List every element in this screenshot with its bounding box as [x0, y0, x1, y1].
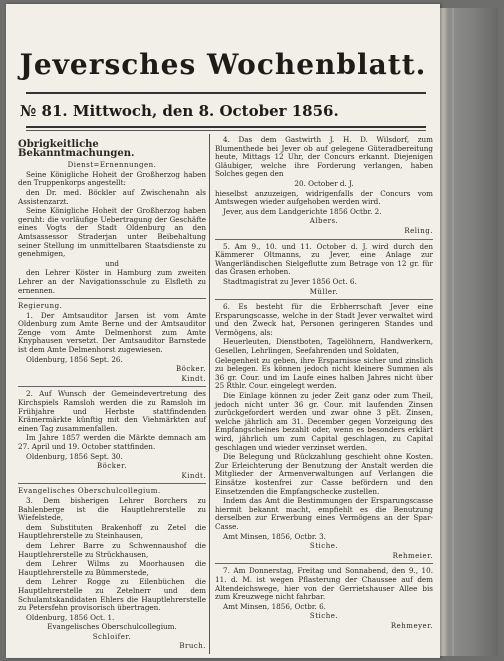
column-divider	[209, 134, 210, 654]
issue-line: № 81. Mittwoch, den 8. October 1856.	[20, 102, 339, 120]
paragraph: 4. Das dem Gastwirth J. H. D. Wilsdorf, zum Blumenthede bei Jever ob auf gelegene Güteradbereitung heute, Mittags 12 Uhr, der Concurs erkannt. Diejenigen Gläubiger, welche ihre Forderung verlangen, haben Solches gegen den	[215, 135, 433, 179]
signature: Albers.	[309, 217, 339, 226]
masthead-title: Jeversches Wochenblatt.	[19, 48, 427, 81]
paragraph: und	[105, 258, 119, 268]
signature: Reling.	[404, 226, 433, 235]
left-column	[18, 136, 206, 652]
newspaper-page	[6, 4, 440, 658]
date-line: 20. October d. J.	[294, 178, 354, 188]
separator	[215, 299, 433, 300]
top-rule	[26, 92, 426, 94]
paragraph: Seine Königliche Hoheit der Großherzog haben den Truppenkorps angestellt:	[18, 169, 206, 188]
paragraph: 3. Dem bisherigen Lehrer Borchers zu Bahlenberge ist die Hauptlehrerstelle zu Wiefelstede,	[18, 495, 206, 523]
paragraph: den Lehrer Köster in Hamburg zum zweiten Lehrer an der Navigationsschule zu Elsfleth zu ernennen.	[18, 268, 206, 295]
book-spine	[438, 8, 498, 656]
subheading-appointments: Dienst=Ernennungen.	[67, 161, 157, 170]
paragraph: den Dr. med. Böckler auf Zwischenahn als Assistenzarzt.	[18, 187, 206, 206]
paragraph: dem Lehrer Wilms zu Moorhausen die Hauptlehrerstelle zu Bümmerstede,	[18, 559, 206, 577]
dateline: Amt Minsen, 1856, Octbr. 3.	[223, 531, 326, 541]
paragraph: 5. Am 9., 10. und 11. October d. J. wird durch den Kämmerer Oltmanns, zu Jever, eine Anlage zur Wangerländischen Sielgeflutte zum Betrage von 12 gr. für das Grasen erhoben.	[215, 241, 433, 277]
authority-line: Evangelisches Oberschulcollegium.	[47, 622, 177, 632]
separator	[18, 298, 206, 299]
paragraph: 6. Es besteht für die Erbherrschaft Jever eine Ersparungscasse, welche in der Stadt Jever verwaltet wird und den Zweck hat, Personen geringeren Standes und Vermögens, als:	[215, 302, 433, 337]
paragraph: hieselbst anzuzeigen, widrigenfalls der Concurs vom Amtswegen wieder aufgehoben werden wird.	[215, 188, 433, 207]
paragraph: Heuerleuten, Dienstboten, Tagelöhnern, Handwerkern, Gesellen, Lehrlingen, Seefahrenden und Soldaten,	[215, 337, 433, 356]
paragraph: 1. Der Amtsauditor Jarsen ist vom Amte Oldenburg zum Amte Berne und der Amtsauditor Zenge vom Amte Delmenhorst zum Amte Knyphausen versetzt. Der Amtsauditor Barnstede ist dem Amte Delmenhorst zugewiesen.	[18, 310, 206, 355]
signature: Kindt.	[181, 374, 206, 383]
dateline: Jever, aus dem Landgerichte 1856 Octbr. 2.	[223, 206, 382, 216]
paragraph: Indem das Amt die Bestimmungen der Ersparungscasse hiermit bekannt macht, empfiehlt es die Benutzung derselben zur Erwerbung eines Vermögens an der Spar-Casse.	[215, 496, 433, 531]
paragraph: 2. Auf Wunsch der Gemeindevertretung des Kirchspiels Ramsloh werden die zu Ramsloh im Frühjahre und Herbste stattfindenden Krämermärkte künftig mit den Viehmärkten auf einen Tag zusammenfallen.	[18, 389, 206, 433]
signature: Böcker.	[176, 365, 206, 374]
paragraph: 7. Am Donnerstag, Freitag und Sonnabend, den 9., 10. 11. d. M. ist wegen Pflasterung der Chaussee auf dem Altendeichswege, hier von der Gerrietshauser Allee bis zum Kreuzwege nicht fahrbar.	[215, 566, 433, 602]
signature: Stiche.	[309, 612, 339, 621]
signature: Rehmeier.	[392, 551, 433, 560]
paragraph: dem Substituten Brakenhoff zu Zetel die Hauptlehrerstelle zu Steinhausen,	[18, 522, 206, 541]
dateline: Oldenburg, 1856 Sept. 26.	[26, 354, 123, 364]
signature: Böcker.	[97, 462, 127, 471]
separator	[215, 239, 433, 240]
separator	[215, 563, 433, 564]
separator	[18, 386, 206, 387]
signature: Müller.	[309, 287, 339, 296]
right-column	[215, 136, 433, 631]
authority-heading: Evangelisches Oberschulcollegium.	[18, 487, 161, 496]
dateline: Oldenburg, 1856 Oct. 1.	[26, 612, 115, 622]
dateline: Amt Minsen, 1856, Octbr. 6.	[223, 601, 326, 611]
authority-heading: Regierung.	[18, 302, 63, 311]
signature: Stiche.	[309, 542, 339, 551]
signature: Bruch.	[179, 642, 206, 651]
paragraph: Die Einlage können zu jeder Zeit ganz oder zum Theil, jedoch nicht unter 36 gr. Cour. mit laufenden Zinsen zurückgefordert werden und zwar ohne 3 pEt. Zinsen, welche jährlich am 31. December gegen Vorzeigung des Empfangscheines bezahlt oder, wenn es besonders erklärt wird, jährlich um zum Capital geschlagen, zu Capital geschlagen und wieder verzinset werden.	[215, 391, 433, 452]
paragraph: Im Jahre 1857 werden die Märkte demnach am 27. April und 19. October stattfinden.	[18, 433, 206, 451]
section-heading: Obrigkeitliche Bekanntmachungen.	[18, 139, 135, 159]
paragraph: Die Belegung und Rückzahlung geschieht ohne Kosten. Zur Erleichterung der Benutzung der Anstalt werden die Mitglieder der Armenverwaltungen auf Verlangen die Einsätze kostenfrei zur Casse befördern und den Einsetzenden die Empfangschecke zustellen.	[215, 452, 433, 496]
paragraph: Seine Königliche Hoheit der Großherzog haben geruht: die vorläufige Uebertragung der Geschäfte eines Vogts der Stadt Oldenburg an den Amtsassessor Straderjan unter Beibehaltung seiner Stellung im unmittelbaren Staatsdienste zu genehmigen,	[18, 206, 206, 259]
signature: Schloifer.	[92, 632, 132, 641]
header-rule	[26, 126, 426, 131]
paragraph: dem Lehrer Rogge zu Eilenbüchen die Hauptlehrerstelle zu Zetelnerr und dem Schulamtskandidaten Ehlers die Hauptlehrerstelle zu Petersfehn provisorisch übertragen.	[18, 577, 206, 613]
signature: Kindt.	[181, 471, 206, 480]
dateline: Stadtmagistrat zu Jever 1856 Oct. 6.	[223, 276, 357, 286]
paragraph: Gelegenheit zu geben, ihre Ersparnisse sicher und zinslich zu belegen. Es können jedoch nicht kleinere Summen als 36 gr. Cour. und im Laufe eines halben Jahres nicht über 25 Rthlr. Cour. eingelegt werden.	[215, 355, 433, 391]
paragraph: dem Lehrer Barre zu Schwennaushof die Hauptlehrerstelle zu Strückhausen,	[18, 540, 206, 559]
signature: Rehmeyer.	[390, 621, 433, 630]
dateline: Oldenburg, 1856 Sept. 30.	[26, 451, 123, 461]
separator	[18, 483, 206, 484]
